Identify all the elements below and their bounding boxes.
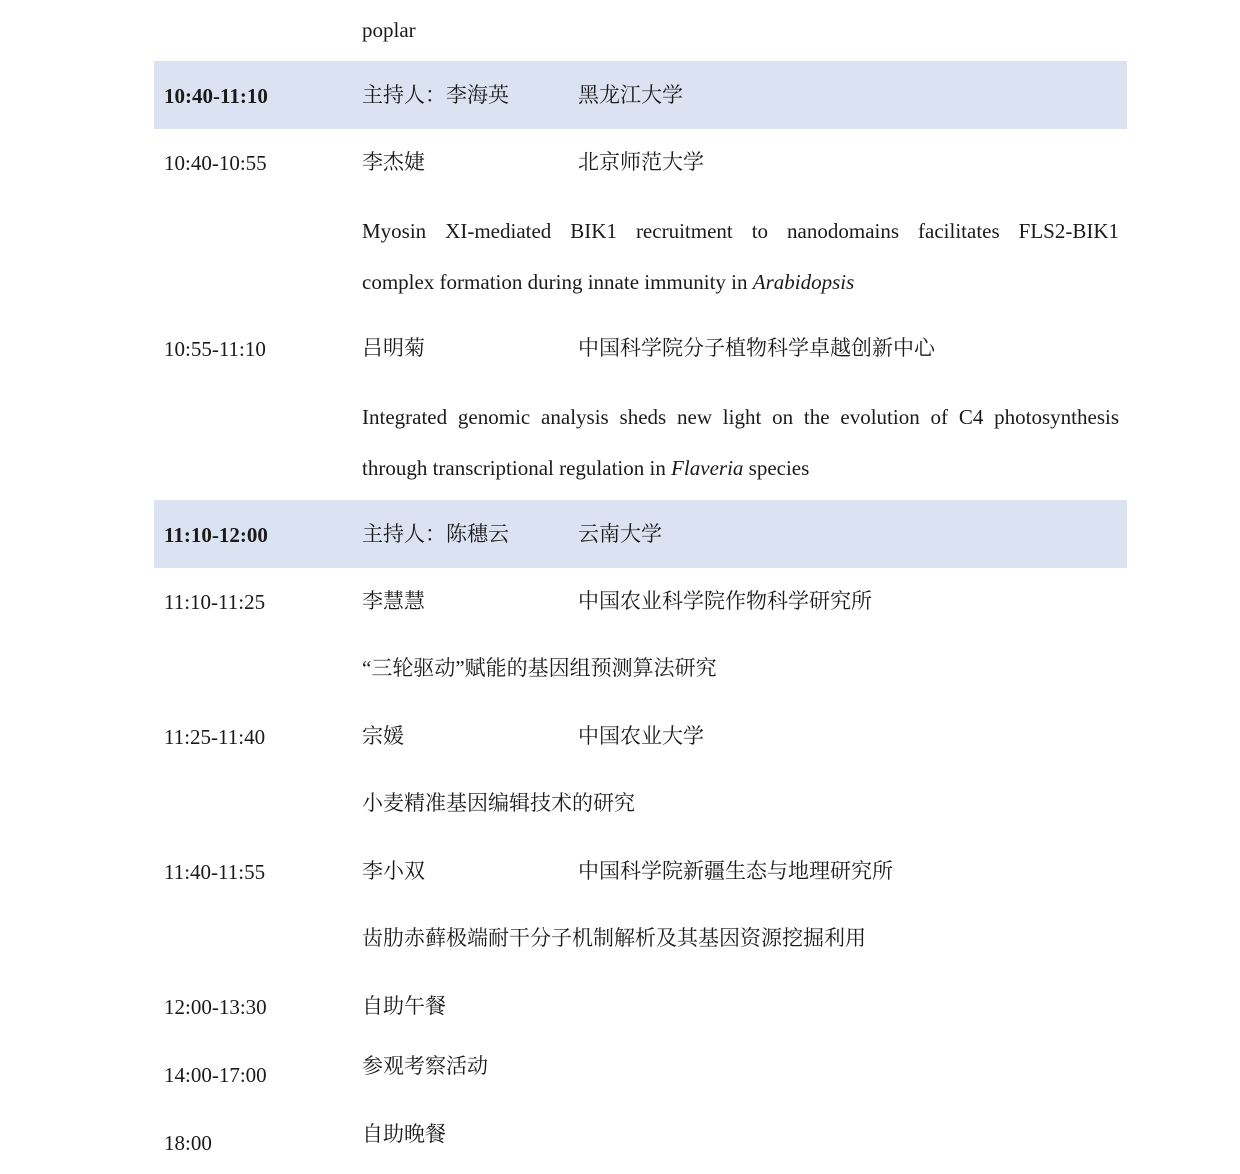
- talk-affiliation: 北京师范大学: [578, 150, 704, 174]
- talk-affiliation: 中国农业科学院作物科学研究所: [578, 589, 872, 613]
- talk-title-line: Integrated genomic analysis sheds new light on the evolution of C4 photosynthesis: [362, 405, 1119, 429]
- session-host-affiliation: 黑龙江大学: [578, 83, 683, 107]
- talk-title: 齿肋赤藓极端耐干分子机制解析及其基因资源挖掘利用: [362, 926, 866, 950]
- session-time: 10:40-11:10: [164, 84, 268, 108]
- talk-title: [362, 206, 1119, 308]
- break-time: 12:00-13:30: [164, 995, 267, 1019]
- talk-title-line: [362, 257, 1119, 308]
- talk-speaker: 李小双: [362, 859, 425, 883]
- talk-title: “三轮驱动”赋能的基因组预测算法研究: [362, 656, 717, 680]
- talk-time: 11:40-11:55: [164, 860, 266, 884]
- talk-title-text: species: [743, 456, 810, 480]
- talk-title: 小麦精准基因编辑技术的研究: [362, 791, 635, 815]
- species-name: Flaveria: [671, 456, 744, 480]
- break-label: 自助午餐: [362, 994, 446, 1018]
- session-host: 主持人：陈穗云: [362, 522, 509, 546]
- break-label: 参观考察活动: [362, 1054, 488, 1078]
- session-host-affiliation: 云南大学: [578, 522, 662, 546]
- talk-time: 10:40-10:55: [164, 151, 267, 175]
- talk-time: 11:10-11:25: [164, 590, 266, 614]
- talk-speaker: 宗媛: [362, 724, 404, 748]
- talk-affiliation: 中国科学院分子植物科学卓越创新中心: [578, 336, 935, 360]
- break-time: 18:00: [164, 1131, 212, 1155]
- break-label: 自助晚餐: [362, 1122, 446, 1146]
- talk-affiliation: 中国农业大学: [578, 724, 704, 748]
- session-host: 主持人：李海英: [362, 83, 509, 107]
- talk-title-line: [362, 443, 1119, 494]
- talk-speaker: 李慧慧: [362, 589, 425, 613]
- talk-affiliation: 中国科学院新疆生态与地理研究所: [578, 859, 893, 883]
- talk-title-line: Myosin XI-mediated BIK1 recruitment to nanodomains facilitates FLS2-BIK1: [362, 219, 1119, 243]
- species-name: Arabidopsis: [752, 270, 855, 294]
- prev-talk-title-tail: poplar: [362, 18, 416, 42]
- talk-time: 10:55-11:10: [164, 337, 266, 361]
- talk-speaker: 李杰婕: [362, 150, 425, 174]
- talk-title: [362, 392, 1119, 494]
- break-time: 14:00-17:00: [164, 1063, 267, 1087]
- session-time: 11:10-12:00: [164, 523, 268, 547]
- talk-time: 11:25-11:40: [164, 725, 266, 749]
- talk-speaker: 吕明菊: [362, 336, 425, 360]
- talk-title-text: complex formation during innate immunity in: [362, 270, 753, 294]
- talk-title-text: through transcriptional regulation in: [362, 456, 672, 480]
